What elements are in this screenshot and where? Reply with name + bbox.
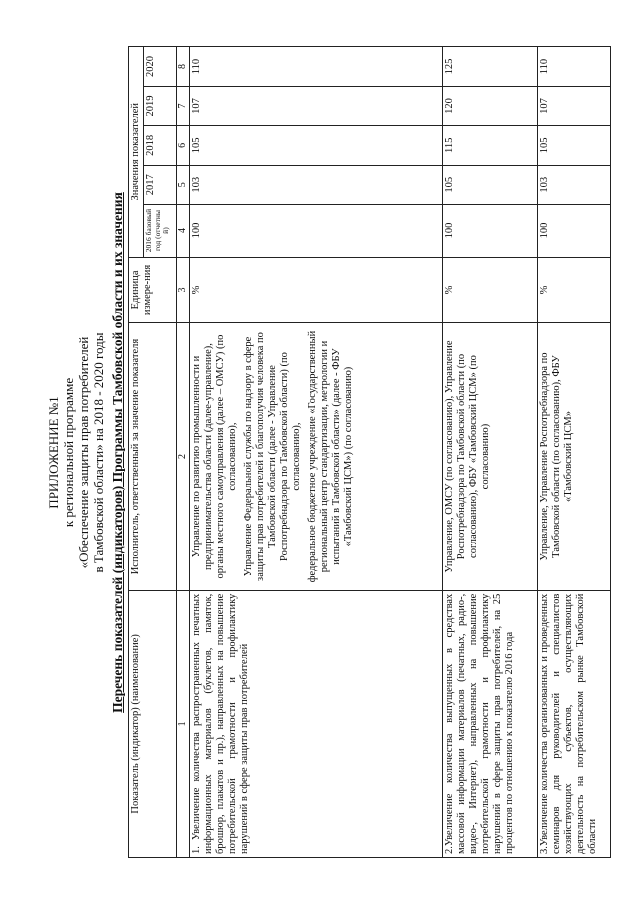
executor-text: Управление по развитию промышленности и предпринимательства области (далее-управление), органы местного самоуправления (далее – ОМСУ) (по согласованию), bbox=[191, 334, 238, 579]
value-cell: 115 bbox=[443, 125, 538, 165]
column-number: 8 bbox=[177, 47, 190, 87]
header-year-2017: 2017 bbox=[144, 165, 177, 204]
header-row bbox=[129, 47, 144, 858]
column-number: 2 bbox=[177, 323, 190, 590]
executor-cell bbox=[443, 323, 538, 590]
appendix-number: ПРИЛОЖЕНИЕ №1 bbox=[46, 396, 61, 509]
value-cell: 100 bbox=[538, 204, 611, 257]
appendix-program-years: в Тамбовской области» на 2018 - 2020 годы bbox=[91, 332, 106, 573]
column-number: 4 bbox=[177, 204, 190, 257]
table-row bbox=[538, 47, 611, 858]
value-cell: 100 bbox=[443, 204, 538, 257]
header-unit: Единица измере-ния bbox=[129, 257, 177, 323]
value-cell: 100 bbox=[190, 204, 443, 257]
table-title: Перечень показателей (индикаторов) Программы Тамбовской области и их значения bbox=[110, 192, 125, 713]
value-cell: 125 bbox=[443, 47, 538, 87]
unit-cell: % bbox=[538, 257, 611, 323]
executor-text: Управление Федеральной службы по надзору в сфере защиты прав потребителей и благополучия человека по Тамбовской области (далее - Управление Роспотребнадзора по Тамбовской области) (по согласованию), bbox=[243, 332, 302, 581]
header-base-year: 2016 базовый год (отчетны й) bbox=[144, 204, 177, 257]
appendix-program-ref: к региональной программе bbox=[61, 377, 76, 528]
table-row bbox=[190, 47, 443, 858]
header-indicator: Показатель (индикатор) (наименование) bbox=[129, 590, 177, 857]
column-number: 3 bbox=[177, 257, 190, 323]
executor-text: федеральное бюджетное учреждение «Государственный региональный центр стандартизации, метрологии и испытаний в Тамбовской области» (далее - ФБУ «Тамбовский ЦСМ») (по согласованию) bbox=[307, 330, 354, 583]
indicator-cell: 1. Увеличение количества распространенных печатных информационных материалов (буклетов, памяток, брошюр, плакатов и пр.), направленных на повышение потребительской грамотности и профилактику нарушений в сфере защиты прав потребителей bbox=[190, 590, 443, 857]
indicator-cell: 3.Увеличение количества организованных и проведенных семинаров для руководителей и специалистов хозяйствующих субъектов, осуществляющих деятельность на потребительском рынке Тамбовской области bbox=[538, 590, 611, 857]
value-cell: 105 bbox=[538, 125, 611, 165]
executor-text: Управление, Управление Роспотребнадзора по Тамбовской области (по согласованию), ФБУ «Тамбовский ЦСМ» bbox=[539, 352, 574, 561]
header-year-2019: 2019 bbox=[144, 87, 177, 126]
column-number: 6 bbox=[177, 125, 190, 165]
unit-cell: % bbox=[190, 257, 443, 323]
unit-cell: % bbox=[443, 257, 538, 323]
executor-cell bbox=[538, 323, 611, 590]
appendix-program-name: «Обеспечение защиты прав потребителей bbox=[76, 336, 91, 569]
column-number: 5 bbox=[177, 165, 190, 204]
indicator-cell: 2.Увеличение количества выпущенных в средствах массовой информации материалов (печатных, радио-, видео-, Интернет), направленных на повышение потребительской грамотности и профилактику нарушений в сфере защиты прав потребителей, на 25 процентов по отношению к показателю 2016 года bbox=[443, 590, 538, 857]
header-year-2020: 2020 bbox=[144, 47, 177, 87]
table-row bbox=[443, 47, 538, 858]
value-cell: 105 bbox=[190, 125, 443, 165]
executor-cell bbox=[190, 323, 443, 590]
column-number: 7 bbox=[177, 87, 190, 126]
value-cell: 103 bbox=[538, 165, 611, 204]
header-year-2018: 2018 bbox=[144, 125, 177, 165]
column-number-row bbox=[177, 47, 190, 858]
executor-text: Управление, ОМСУ (по согласованию), Управление Роспотребнадзора по Тамбовской области (по согласованию), ФБУ «Тамбовский ЦСМ» (по согласованию) bbox=[444, 340, 491, 573]
value-cell: 120 bbox=[443, 87, 538, 126]
value-cell: 107 bbox=[190, 87, 443, 126]
value-cell: 103 bbox=[190, 165, 443, 204]
value-cell: 107 bbox=[538, 87, 611, 126]
header-values-group: Значения показателей bbox=[129, 47, 144, 258]
appendix-header bbox=[46, 0, 106, 905]
header-executor: Исполнитель, ответственный за значение показателя bbox=[129, 323, 177, 590]
indicators-table bbox=[128, 46, 611, 858]
value-cell: 105 bbox=[443, 165, 538, 204]
value-cell: 110 bbox=[190, 47, 443, 87]
column-number: 1 bbox=[177, 590, 190, 857]
value-cell: 110 bbox=[538, 47, 611, 87]
